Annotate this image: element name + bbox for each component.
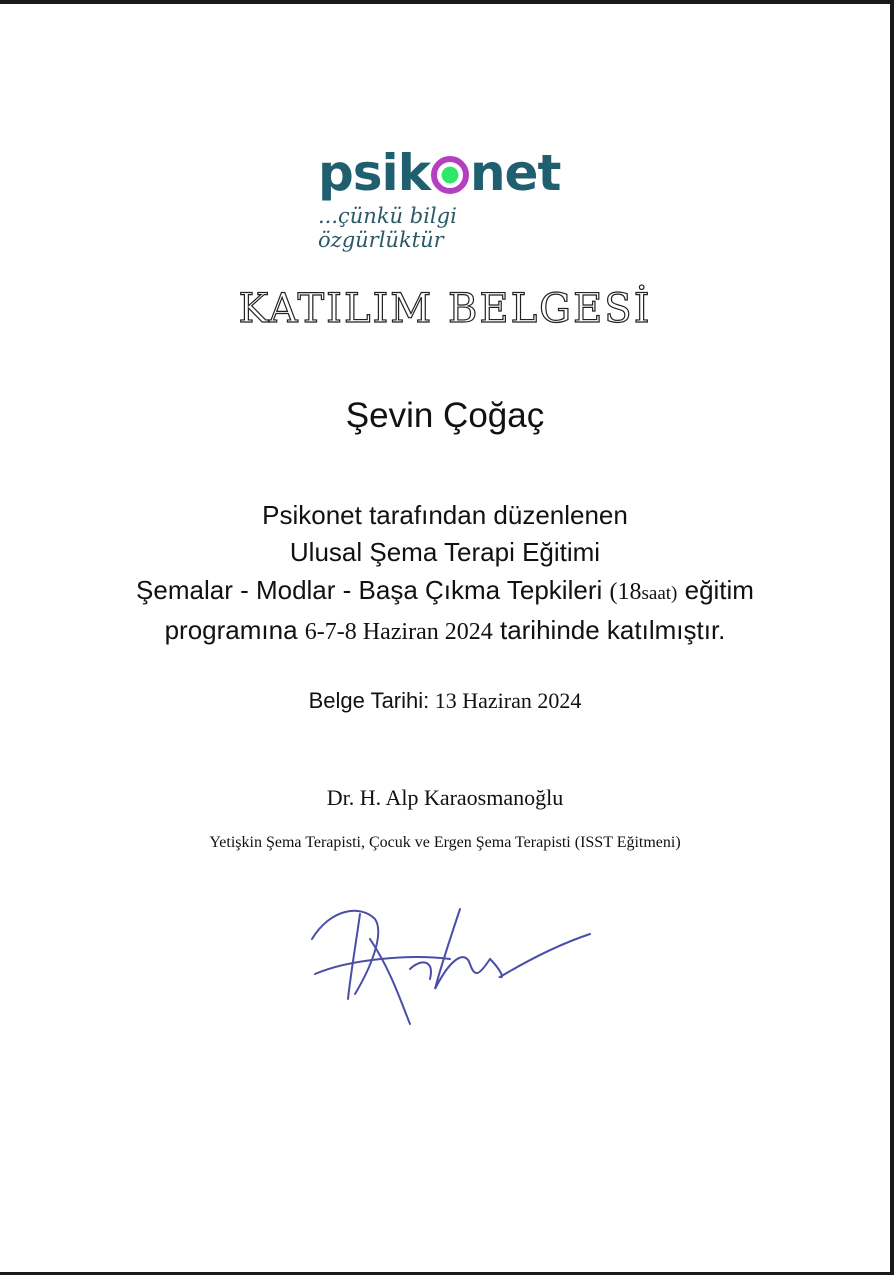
- body-line-3: [0, 575, 890, 606]
- logo-tagline: ...çünkü bilgi özgürlüktür: [318, 204, 457, 252]
- date-label: Belge Tarihi:: [308, 688, 430, 713]
- psikonet-logo: [318, 144, 588, 252]
- date-value: 13 Haziran 2024: [434, 688, 582, 713]
- body-text: programına: [164, 615, 298, 645]
- body-line-4: [0, 615, 890, 646]
- logo-word-left: psik: [318, 144, 430, 202]
- signer-name: Dr. H. Alp Karaosmanoğlu: [326, 785, 564, 810]
- logo-ring-icon: [431, 156, 469, 194]
- event-dates: 6-7-8 Haziran 2024: [304, 619, 493, 645]
- signature: [300, 899, 600, 1039]
- body-line-2: Ulusal Şema Terapi Eğitimi: [289, 537, 601, 567]
- document-date: [0, 688, 890, 714]
- logo-word-right: net: [469, 144, 561, 202]
- recipient-name: Şevin Çoğaç: [345, 396, 545, 435]
- signer-title: Yetişkin Şema Terapisti, Çocuk ve Ergen Şema Terapisti (ISST Eğitmeni): [209, 834, 681, 851]
- body-line-1: Psikonet tarafından düzenlenen: [262, 500, 628, 530]
- hours-unit: saat): [641, 583, 678, 604]
- body-text: eğitim: [684, 575, 754, 605]
- certificate-page: [0, 4, 890, 1272]
- program-name: Şemalar - Modlar - Başa Çıkma Tepkileri: [136, 575, 603, 605]
- certificate-title: KATILIM BELGESİ: [238, 286, 652, 332]
- body-text: tarihinde katılmıştır.: [499, 615, 726, 645]
- hours-number: (18: [609, 579, 642, 605]
